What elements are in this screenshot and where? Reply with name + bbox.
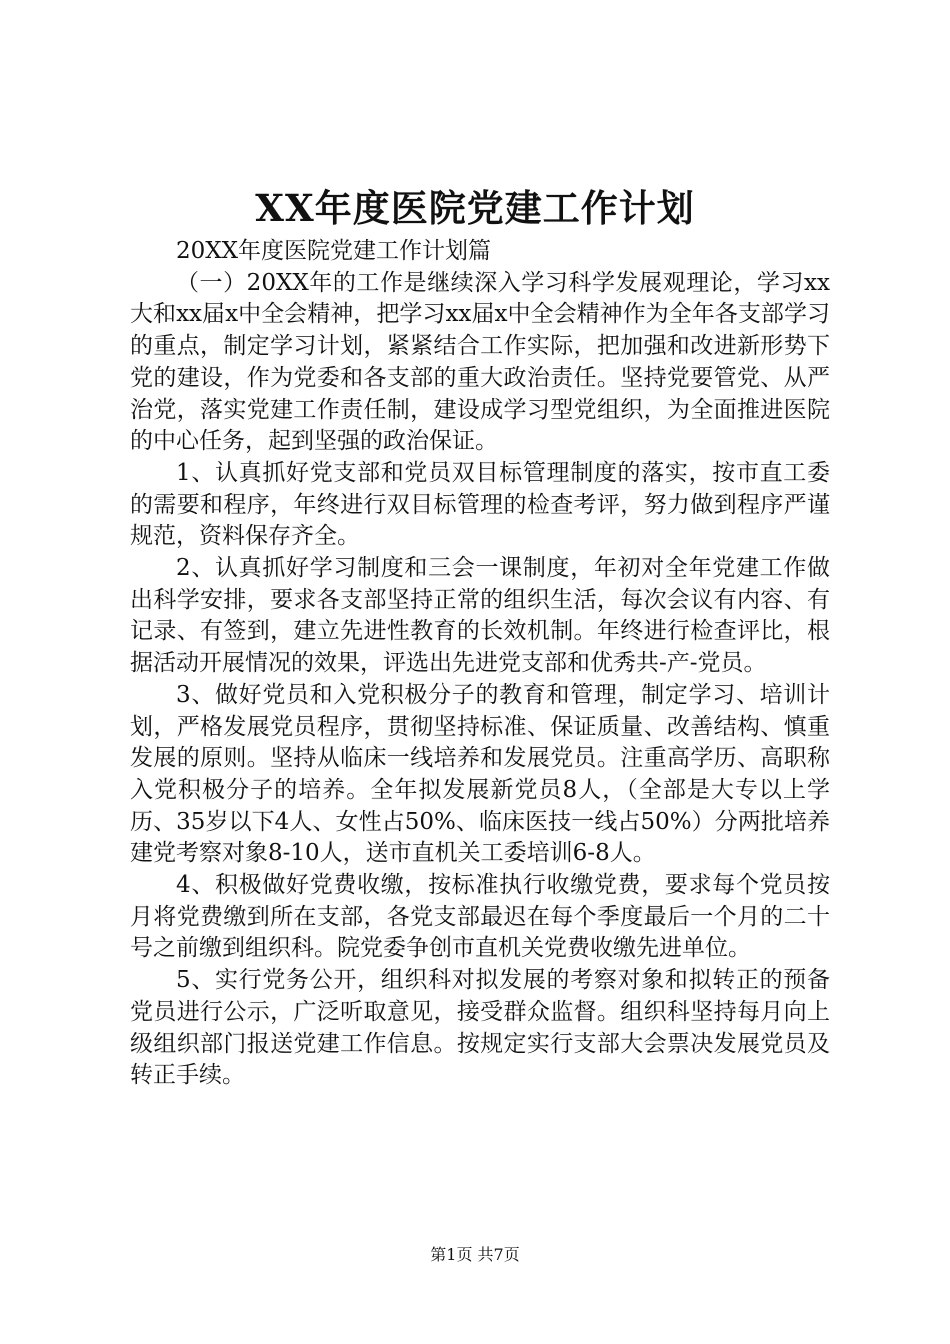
paragraph-intro: （一）20XX年的工作是继续深入学习科学发展观理论，学习xx大和xx届x中全会精神，把学习xx届x中全会精神作为全年各支部学习的重点，制定学习计划，紧紧结合工作实际，把加强和改进新形势下党的建设，作为党委和各支部的重大政治责任。坚持党要管党、从严治党，落实党建工作责任制，建设成学习型党组织，为全面推进医院的中心任务，起到坚强的政治保证。 (130, 269, 830, 455)
paragraph-item-2: 2、认真抓好学习制度和三会一课制度，年初对全年党建工作做出科学安排，要求各支部坚持正常的组织生活，每次会议有内容、有记录、有签到，建立先进性教育的长效机制。年终进行检查评比，根据活动开展情况的效果，评选出先进党支部和优秀共-产-党员。 (130, 555, 830, 677)
document-body (130, 236, 830, 1092)
section-heading: 20XX年度医院党建工作计划篇 (176, 238, 492, 264)
page-number-footer: 第1页 共7页 (430, 1245, 520, 1264)
paragraph-item-1: 1、认真抓好党支部和党员双目标管理制度的落实，按市直工委的需要和程序，年终进行双目标管理的检查考评，努力做到程序严谨规范，资料保存齐全。 (130, 459, 830, 550)
document-title: XX年度医院党建工作计划 (255, 186, 695, 230)
paragraph-item-5: 5、实行党务公开，组织科对拟发展的考察对象和拟转正的预备党员进行公示，广泛听取意见，接受群众监督。组织科坚持每月向上级组织部门报送党建工作信息。按规定实行支部大会票决发展党员及转正手续。 (130, 967, 830, 1089)
paragraph-item-4: 4、积极做好党费收缴，按标准执行收缴党费，要求每个党员按月将党费缴到所在支部，各党支部最迟在每个季度最后一个月的二十号之前缴到组织科。院党委争创市直机关党费收缴先进单位。 (130, 872, 830, 962)
paragraph-item-3: 3、做好党员和入党积极分子的教育和管理，制定学习、培训计划，严格发展党员程序，贯彻坚持标准、保证质量、改善结构、慎重发展的原则。坚持从临床一线培养和发展党员。注重高学历、高职称入党积极分子的培养。全年拟发展新党员8人，（全部是大专以上学历、35岁以下4人、女性占50%、临床医技一线占50%）分两批培养建党考察对象8-10人，送市直机关工委培训6-8人。 (130, 681, 830, 867)
